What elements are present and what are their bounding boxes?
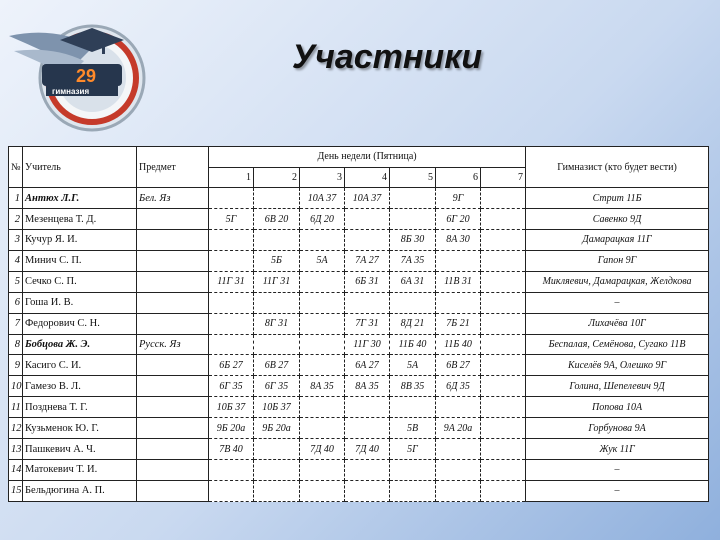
lesson-slot: 6В 20 [254,209,300,230]
subject-cell [137,313,209,334]
lesson-slot: 10Б 37 [209,397,254,418]
row-number: 14 [9,459,23,480]
subject-cell [137,418,209,439]
lesson-slot [345,480,390,501]
lesson-slot [209,334,254,355]
subject-cell [137,209,209,230]
row-number: 15 [9,480,23,501]
teacher-name: Касиго С. И. [23,355,137,376]
lesson-slot [481,209,526,230]
lesson-slot [254,334,300,355]
lesson-slot [300,355,345,376]
row-number: 4 [9,250,23,271]
lesson-slot: 8А 35 [300,376,345,397]
guest-cell: Дамарацкая 11Г [526,230,709,251]
slot-number: 7 [481,167,526,188]
lesson-slot [481,355,526,376]
lesson-slot [481,418,526,439]
lesson-slot: 9Б 20а [254,418,300,439]
lesson-slot: 11Г 30 [345,334,390,355]
teacher-name: Федорович С. Н. [23,313,137,334]
subject-cell [137,230,209,251]
guest-cell: Микляевич, Дамарацкая, Желдкова [526,271,709,292]
subject-cell [137,376,209,397]
lesson-slot [300,480,345,501]
slot-number: 4 [345,167,390,188]
teacher-name: Кузьменок Ю. Г. [23,418,137,439]
lesson-slot: 7В 40 [209,439,254,460]
lesson-slot [209,480,254,501]
teacher-name: Гоша И. В. [23,292,137,313]
table-row [9,292,709,313]
lesson-slot: 7А 35 [390,250,436,271]
table-row [9,355,709,376]
lesson-slot [390,188,436,209]
lesson-slot: 10А 37 [345,188,390,209]
lesson-slot [254,230,300,251]
row-number: 1 [9,188,23,209]
row-number: 13 [9,439,23,460]
col-day-header: День недели (Пятница) [209,147,526,168]
table-row [9,459,709,480]
lesson-slot [481,334,526,355]
lesson-slot [345,230,390,251]
lesson-slot [300,397,345,418]
teacher-name: Сечко С. П. [23,271,137,292]
participants-sheet [8,146,708,502]
guest-cell: Киселёв 9А, Олешко 9Г [526,355,709,376]
row-number: 12 [9,418,23,439]
lesson-slot: 6Д 20 [300,209,345,230]
row-number: 11 [9,397,23,418]
subject-cell [137,271,209,292]
lesson-slot: 5Г [209,209,254,230]
lesson-slot: 8Д 21 [390,313,436,334]
lesson-slot: 6Г 35 [209,376,254,397]
lesson-slot [300,334,345,355]
lesson-slot: 6А 27 [345,355,390,376]
lesson-slot: 5Г [390,439,436,460]
lesson-slot [481,292,526,313]
lesson-slot [254,480,300,501]
lesson-slot [436,397,481,418]
lesson-slot [481,313,526,334]
lesson-slot [481,188,526,209]
teacher-name: Бобцова Ж. Э. [23,334,137,355]
lesson-slot: 7Б 21 [436,313,481,334]
lesson-slot: 6Б 31 [345,271,390,292]
table-row [9,480,709,501]
lesson-slot [209,459,254,480]
table-row [9,250,709,271]
lesson-slot [481,376,526,397]
lesson-slot: 5А [300,250,345,271]
lesson-slot [481,439,526,460]
lesson-slot [209,292,254,313]
subject-cell: Русск. Яз [137,334,209,355]
slot-number: 5 [390,167,436,188]
lesson-slot [390,209,436,230]
lesson-slot [390,459,436,480]
slide-title: Участники [292,38,483,76]
table-row [9,313,709,334]
lesson-slot: 11Б 40 [390,334,436,355]
table-row [9,334,709,355]
lesson-slot: 7Г 31 [345,313,390,334]
subject-cell [137,355,209,376]
lesson-slot: 8В 35 [390,376,436,397]
col-guest-header: Гимназист (кто будет вести) [526,147,709,188]
lesson-slot: 6Г 35 [254,376,300,397]
lesson-slot [481,397,526,418]
row-number: 9 [9,355,23,376]
lesson-slot: 6В 27 [254,355,300,376]
slot-number: 3 [300,167,345,188]
guest-cell: Лихачёва 10Г [526,313,709,334]
lesson-slot: 7Д 40 [345,439,390,460]
lesson-slot [209,230,254,251]
lesson-slot [300,459,345,480]
lesson-slot: 11Г 31 [254,271,300,292]
lesson-slot [481,230,526,251]
lesson-slot: 8Б 30 [390,230,436,251]
lesson-slot [300,230,345,251]
subject-cell [137,459,209,480]
row-number: 6 [9,292,23,313]
lesson-slot [254,439,300,460]
row-number: 2 [9,209,23,230]
lesson-slot [481,459,526,480]
row-number: 10 [9,376,23,397]
lesson-slot: 10А 37 [300,188,345,209]
lesson-slot: 7Д 40 [300,439,345,460]
header-row [9,147,709,168]
guest-cell: Гапон 9Г [526,250,709,271]
lesson-slot: 8Г 31 [254,313,300,334]
guest-cell: Попова 10А [526,397,709,418]
lesson-slot: 9Г [436,188,481,209]
gymnasium-logo [4,6,154,136]
lesson-slot [209,313,254,334]
lesson-slot [300,418,345,439]
teacher-name: Матокевич Т. И. [23,459,137,480]
lesson-slot: 5А [390,355,436,376]
subject-cell [137,292,209,313]
lesson-slot: 11В 31 [436,271,481,292]
teacher-name: Минич С. П. [23,250,137,271]
lesson-slot [254,188,300,209]
lesson-slot: 8А 30 [436,230,481,251]
table-row [9,397,709,418]
guest-cell: Беспалая, Семёнова, Сугако 11В [526,334,709,355]
lesson-slot [436,292,481,313]
guest-cell: – [526,292,709,313]
slot-number: 1 [209,167,254,188]
row-number: 8 [9,334,23,355]
row-number: 3 [9,230,23,251]
table-row [9,271,709,292]
guest-cell: – [526,480,709,501]
lesson-slot [345,397,390,418]
lesson-slot [390,292,436,313]
lesson-slot: 7А 27 [345,250,390,271]
lesson-slot [254,292,300,313]
lesson-slot: 6А 31 [390,271,436,292]
lesson-slot: 8А 35 [345,376,390,397]
logo-text: гимназия [52,87,90,96]
col-teacher-header: Учитель [23,147,137,188]
lesson-slot: 5Б [254,250,300,271]
subject-cell [137,439,209,460]
lesson-slot [345,209,390,230]
lesson-slot [481,271,526,292]
lesson-slot [390,397,436,418]
lesson-slot [254,459,300,480]
lesson-slot: 5В [390,418,436,439]
table-row [9,376,709,397]
teacher-name: Пашкевич А. Ч. [23,439,137,460]
lesson-slot: 6В 27 [436,355,481,376]
lesson-slot [209,250,254,271]
logo-number: 29 [76,66,97,86]
subject-cell [137,250,209,271]
lesson-slot: 6Б 27 [209,355,254,376]
teacher-name: Антюх Л.Г. [23,188,137,209]
lesson-slot [481,250,526,271]
slot-number: 6 [436,167,481,188]
lesson-slot [300,313,345,334]
guest-cell: Жук 11Г [526,439,709,460]
guest-cell: Горбунова 9А [526,418,709,439]
teacher-name: Кучур Я. И. [23,230,137,251]
lesson-slot: 9Б 20а [209,418,254,439]
lesson-slot [481,480,526,501]
teacher-name: Позднева Т. Г. [23,397,137,418]
lesson-slot: 11Г 31 [209,271,254,292]
lesson-slot [209,188,254,209]
lesson-slot [345,418,390,439]
lesson-slot [436,459,481,480]
lesson-slot [345,292,390,313]
subject-cell: Бел. Яз [137,188,209,209]
participants-table [8,146,709,502]
subject-cell [137,397,209,418]
lesson-slot [345,459,390,480]
lesson-slot: 10Б 37 [254,397,300,418]
lesson-slot [436,250,481,271]
teacher-name: Мезенцева Т. Д. [23,209,137,230]
teacher-name: Гамезо В. Л. [23,376,137,397]
lesson-slot [436,480,481,501]
subject-cell [137,480,209,501]
lesson-slot: 6Д 35 [436,376,481,397]
slot-number: 2 [254,167,300,188]
lesson-slot: 11Б 40 [436,334,481,355]
table-row [9,439,709,460]
table-row [9,230,709,251]
guest-cell: Савенко 9Д [526,209,709,230]
teacher-name: Бельдюгина А. П. [23,480,137,501]
table-row [9,209,709,230]
col-num-header: № [9,147,23,188]
lesson-slot: 6Г 20 [436,209,481,230]
lesson-slot [300,292,345,313]
lesson-slot: 9А 20а [436,418,481,439]
row-number: 7 [9,313,23,334]
table-row [9,418,709,439]
guest-cell: Голина, Шепелевич 9Д [526,376,709,397]
guest-cell: – [526,459,709,480]
lesson-slot [300,271,345,292]
col-subject-header: Предмет [137,147,209,188]
lesson-slot [390,480,436,501]
row-number: 5 [9,271,23,292]
guest-cell: Стрит 11Б [526,188,709,209]
table-row [9,188,709,209]
lesson-slot [436,439,481,460]
